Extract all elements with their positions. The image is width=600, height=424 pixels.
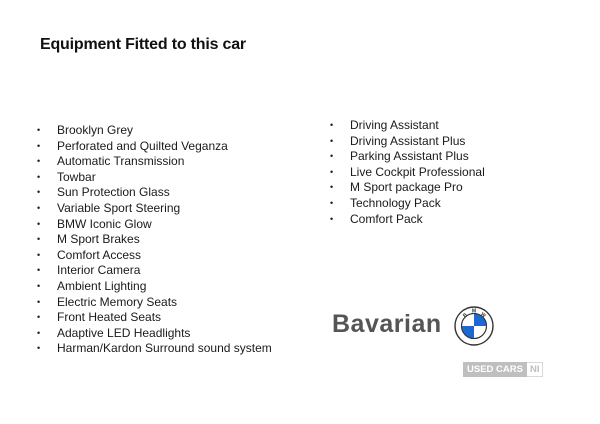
equipment-item-label: Perforated and Quilted Veganza [57, 138, 228, 153]
bullet-icon: • [37, 327, 41, 338]
equipment-item [37, 139, 272, 155]
bmw-logo-letter: M [472, 308, 477, 315]
bullet-icon: • [37, 296, 41, 307]
equipment-item [37, 185, 272, 201]
bullet-icon: • [37, 171, 41, 182]
region-label: NI [527, 362, 544, 377]
equipment-item-label: Driving Assistant [350, 118, 439, 132]
equipment-item-label: Driving Assistant Plus [350, 133, 466, 148]
bullet-icon: • [37, 265, 41, 276]
equipment-item-label: M Sport Brakes [57, 232, 140, 247]
bullet-icon: • [37, 187, 41, 198]
equipment-item-label: Towbar [57, 169, 96, 184]
equipment-item-label: Front Heated Seats [57, 310, 162, 325]
bullet-icon: • [37, 218, 41, 229]
equipment-item-label: Interior Camera [57, 263, 141, 278]
equipment-item [330, 134, 485, 150]
page-title: Equipment Fitted to this car [40, 36, 246, 53]
bullet-icon: • [37, 202, 41, 213]
equipment-item [37, 123, 272, 139]
equipment-item [37, 310, 272, 326]
equipment-item-label: BMW Iconic Glow [57, 216, 152, 231]
equipment-item [37, 326, 272, 342]
equipment-item-label: Variable Sport Steering [57, 200, 181, 215]
bullet-icon: • [37, 343, 41, 354]
equipment-item-label: Ambient Lighting [57, 278, 147, 293]
equipment-item [37, 201, 272, 217]
bullet-icon: • [37, 249, 41, 260]
equipment-item-label: Parking Assistant Plus [350, 149, 469, 164]
equipment-item-label: Sun Protection Glass [57, 185, 170, 200]
bullet-icon: • [330, 135, 334, 146]
equipment-list-right [330, 118, 485, 227]
equipment-item-label: Brooklyn Grey [57, 123, 134, 137]
bmw-logo-letter: W [479, 311, 487, 320]
dealer-name: Bavarian [332, 310, 442, 338]
bullet-icon: • [330, 197, 334, 208]
equipment-item-label: Adaptive LED Headlights [57, 325, 191, 340]
equipment-item-label: Automatic Transmission [57, 154, 185, 169]
equipment-item [37, 154, 272, 170]
equipment-item [330, 212, 485, 228]
equipment-item [37, 170, 272, 186]
equipment-item-label: Harman/Kardon Surround sound system [57, 341, 272, 356]
bullet-icon: • [330, 120, 334, 130]
equipment-item-label: Electric Memory Seats [57, 294, 178, 309]
bullet-icon: • [37, 280, 41, 291]
bullet-icon: • [37, 125, 41, 135]
bullet-icon: • [330, 213, 334, 224]
bullet-icon: • [37, 156, 41, 167]
equipment-item [37, 248, 272, 264]
equipment-item-label: Technology Pack [350, 195, 441, 210]
equipment-item-label: Comfort Access [57, 247, 142, 262]
bmw-logo-letter: B [461, 312, 469, 320]
bullet-icon: • [330, 151, 334, 162]
equipment-item [330, 118, 485, 134]
equipment-item-label: Comfort Pack [350, 211, 423, 226]
bullet-icon: • [330, 166, 334, 177]
bullet-icon: • [37, 312, 41, 323]
equipment-item-label: M Sport package Pro [350, 180, 463, 195]
bullet-icon: • [37, 234, 41, 245]
equipment-item [330, 196, 485, 212]
equipment-item [37, 295, 272, 311]
equipment-item [37, 263, 272, 279]
equipment-item [330, 180, 485, 196]
equipment-item [330, 165, 485, 181]
bmw-logo-icon [454, 306, 494, 346]
equipment-item [330, 149, 485, 165]
bullet-icon: • [330, 182, 334, 193]
equipment-item [37, 217, 272, 233]
equipment-item [37, 232, 272, 248]
equipment-item [37, 279, 272, 295]
equipment-item-label: Live Cockpit Professional [350, 164, 485, 179]
used-cars-label: USED CARS [463, 362, 527, 377]
bullet-icon: • [37, 140, 41, 151]
equipment-item [37, 341, 272, 357]
equipment-list-left [37, 123, 272, 357]
used-cars-badge [463, 362, 543, 377]
